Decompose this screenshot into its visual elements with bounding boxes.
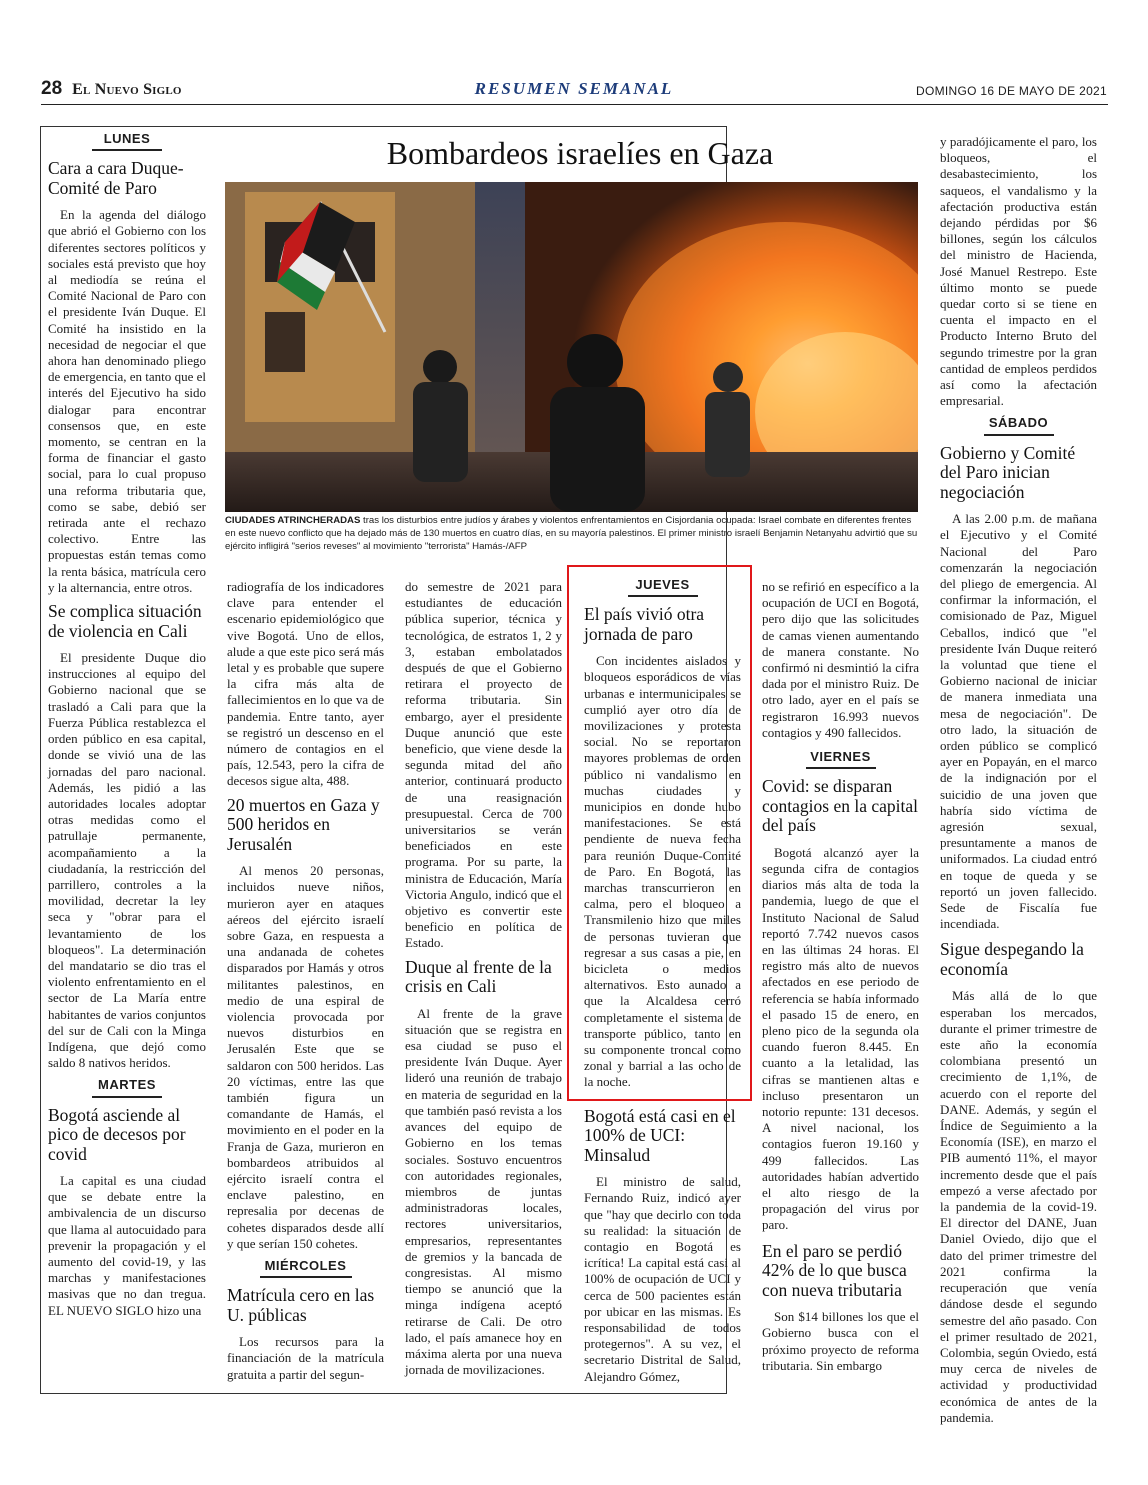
section-title: RESUMEN SEMANAL (474, 79, 674, 98)
article-body: Al frente de la grave situación que se registra en esa ciudad se puso el presidente Iván Duque. Ayer lideró una reunión de trabajo en materia de seguridad en la que también pasó revista a los avances del equipo de Gobierno en los temas sociales. Sostuvo encuentros con autoridades regionales, miembros de juntas administradoras locales, rectores universitarios, empresarios, representantes de gremios y la bancada de congresistas. Al mismo tiempo se anunció que la minga indígena aceptó retirarse de Cali. De otro lado, el país amanece hoy en máxima alerta por una nueva jornada de movilizaciones. (405, 1005, 562, 1378)
article-headline: Se complica situación de violencia en Cali (48, 601, 202, 641)
column-3 (405, 579, 562, 1378)
column-1 (48, 131, 206, 1319)
article-body: no se refirió en específico a la ocupación de UCI en Bogotá, pero dijo que las solicitudes de camas vienen aumentando de manera constante. No confirmó ni desmintió la cifra dada por el ministro Ruiz. De otro lado, ayer en el país se registraron 16.993 nuevos contagios y 490 fallecidos. (762, 579, 919, 740)
article-body: Al menos 20 personas, incluidos nueve niños, murieron ayer en ataques aéreos del ejército israelí sobre Gaza, en respuesta a una andanada de cohetes disparados por Hamás y otros militantes palestinos, en medio de una espiral de violencia provocada por nuevos disturbios en Jerusalén Este que se saldaron con 500 heridos. Las 20 víctimas, entre las que también figura un comandante de Hamás, el movimiento en el poder en la Franja de Gaza, murieron en bombardeos atribuidos al ejército israelí contra el enclave palestino, en represalia por decenas de cohetes disparados desde allí y que serían 150 cohetes. (227, 863, 384, 1251)
column-2 (227, 579, 384, 1383)
column-5 (762, 579, 919, 1374)
column-6 (940, 134, 1097, 1426)
article-headline: Bogotá está casi en el 100% de UCI: Minsalud (584, 1105, 736, 1165)
article-body: Más allá de lo que esperaban los mercados, durante el primer trimestre de este año la economía colombiana presentó un crecimiento de 1,1%, de acuerdo con el reporte del DANE. Además, y según el Índice de Seguimiento a la Economía (ISE), en marzo el PIB aumentó 11%, el mayor incremento desde que el país empezó a verse afectado por la pandemia de la covid-19. El director del DANE, Juan Daniel Oviedo, dijo que el dato del primer trimestre del 2021 confirma la recuperación que venía dándose desde el segundo semestre del año pasado. Con el primer resultado de 2021, Colombia, según Oviedo, está muy cerca de niveles de actividad y productividad económica de antes de la pandemia. (940, 988, 1097, 1425)
article-body: y paradójicamente el paro, los bloqueos, el desabastecimiento, los saqueos, el vandalismo y la afectación productiva están dejando pérdidas por $6 billones, según los cálculos del ministro de Hacienda, José Manuel Restrepo. Este último monto se puede quedar corto si se tiene en cuenta el impacto en el Producto Interno Bruto del segundo trimestre por la gran cantidad de empleos perdidos así como la afectación empresarial. (940, 134, 1097, 409)
feature-headline: Bombardeos israelíes en Gaza (386, 135, 774, 171)
header-rule (41, 104, 1108, 105)
page-number: 28 (41, 78, 63, 99)
day-label-sabado: SÁBADO (984, 415, 1054, 435)
article-headline: Matrícula cero en las U. públicas (227, 1285, 375, 1325)
article-headline: Sigue despegando la economía (940, 939, 1084, 979)
article-body: La capital es una ciudad que se debate entre la ambivalencia de un discurso que llama al autocuidado para prevenir la propagación y el aumento del covid-19, y las marchas y manifestaciones masivas que no dan tregua. EL NUEVO SIGLO hizo una (48, 1173, 206, 1318)
article-headline: Gobierno y Comité del Paro inician negociación (940, 442, 1076, 502)
article-body: A las 2.00 p.m. de mañana el Ejecutivo y el Comité Nacional del Paro comenzarán la negociación del pliego de emergencia. Al confirmar la información, el comisionado de Paz, Miguel Ceballos, indicó que "el presidente Iván Duque reiteró la voluntad que tiene el Gobierno nacional de iniciar de manera inmediata una mesa de negociación". De otro lado, la situación de orden público se complicó ayer en Popayán, en el marco de la indignación por el suicidio de una joven que habría sido víctima de agresión sexual, presuntamente a manos de uniformados. La ciudad entró en toque de queda y se reportó un joven fallecido. Sede de Fiscalía fue incendiada. (940, 511, 1097, 932)
caption-lead: CIUDADES ATRINCHERADAS (225, 515, 361, 526)
article-body: do semestre de 2021 para estudiantes de educación pública superior, técnica y tecnológica, de estratos 1, 2 y 3, estaban embolatados después de que el Gobierno retirara el proyecto de reforma tributaria. Sin embargo, ayer el presidente Duque anunció que este beneficio, que viene desde la segunda mitad del año anterior, continuará producto de una reasignación presupuestal. Cerca de 700 universitarios se verán beneficiados en este programa. Por su parte, la ministra de Educación, María Victoria Angulo, indicó que el objetivo es convertir este beneficio en política de Estado. (405, 579, 562, 951)
article-headline: Bogotá asciende al pico de decesos por covid (48, 1104, 186, 1164)
article-headline: Covid: se disparan contagios en la capital del país (762, 776, 918, 836)
photo-caption (225, 514, 918, 553)
issue-date: DOMINGO 16 DE MAYO DE 2021 (916, 84, 1107, 98)
article-headline: 20 muertos en Gaza y 500 heridos en Jerusalén (227, 794, 380, 854)
article-body: El ministro de salud, Fernando Ruiz, indicó ayer que "hay que decirlo con toda su realidad: la situación de contagio en Bogotá es icrítica! La capital está casi al 100% de ocupación de UCI y cerca de 500 pacientes están por ubicar en las mismas. Es responsabilidad de todos protegernos". A su vez, el secretario Distrital de Salud, Alejandro Gómez, (584, 1174, 741, 1384)
day-label-miercoles: MIÉRCOLES (260, 1258, 352, 1278)
day-label-martes: MARTES (92, 1077, 162, 1097)
caption-body: tras los disturbios entre judíos y árabes y violentos enfrentamientos en Cisjordania ocupada: Israel combate en diferentes frentes en este nuevo conflicto que ha dejado más de 130 muertos en cuatro días, en su mayoría palestinos. El primer ministro israelí Benjamin Netanyahu advirtió que su ejército infligirá "serios reveses" al movimiento "terrorista" Hamás-/AFP (225, 515, 918, 552)
article-body: Los recursos para la financiación de la matrícula gratuita a partir del segun- (227, 1334, 384, 1382)
feature-photo (225, 182, 918, 512)
article-body: Bogotá alcanzó ayer la segunda cifra de contagios diarios más alta de toda la pandemia, luego de que el Instituto Nacional de Salud reportó 7.742 nuevos casos en las últimas 24 horas. El registro más alto de nuevos afectados en ese periodo de referencia se había informado el pasado 15 de enero, en pleno pico de la segunda ola cuando fueron 8.445. En cuanto a la letalidad, las cifras se mantienen altas e incluso presentaron un notorio repunte: 131 decesos. A nivel nacional, los contagios fueron 19.160 y 499 fallecidos. Las autoridades habían advertido el alto riesgo de la propagación del virus por paro. (762, 844, 919, 1233)
column-4 (584, 577, 741, 1385)
protest-photo-illustration (225, 182, 918, 512)
day-label-viernes: VIERNES (806, 749, 876, 769)
article-headline: En el paro se perdió 42% de lo que busca con nueva tributaria (762, 1240, 907, 1300)
article-body: radiografía de los indicadores clave para entender el escenario epidemiológico que vive Bogotá. Uno de ellos, alude a que este pico será más letal y es probable que supere la cifra más alta de fallecimientos en lo que va de pandemia. Entre tanto, ayer se registró un descenso en el número de contagios en el país, 12.543, pero la cifra de decesos sigue alta, 488. (227, 579, 384, 789)
paper-name: El Nuevo Siglo (72, 81, 182, 98)
article-headline: Cara a cara Duque-Comité de Paro (48, 158, 184, 198)
day-label-jueves: JUEVES (628, 577, 698, 597)
article-body: En la agenda del diálogo que abrió el Gobierno con los diferentes sectores políticos y sociales está previsto que hoy al mediodía se reúna el Comité Nacional de Paro con el presidente Iván Duque. El Comité ha insistido en la necesidad de negociar el que ahora han denominado pliego de emergencia, en tanto que el interés del Ejecutivo ha sido dialogar para encontrar consensos que, en este momento, se centran en la forma de financiar el gasto social, para lo cual propuso una reforma tributaria que, como se sabe, debió ser retirada ante el rechazo colectivo. Entre las propuestas están temas como la renta básica, matrícula cero y la alternancia, entre otros. (48, 207, 206, 595)
day-label-lunes: LUNES (92, 131, 162, 151)
article-headline: El país vivió otra jornada de paro (584, 604, 705, 644)
article-body: El presidente Duque dio instrucciones al equipo del Gobierno nacional que se trasladó a Cali para que la Fuerza Pública restablezca el orden público en esa capital, donde se vivió una de las jornadas del paro nacional. Además, les pidió a las autoridades locales adoptar otras medidas como el patrullaje permanente, acompañamiento a la ciudadanía, la restricción del parrillero, controles a la movilidad, decretar la ley seca y "obrar para el levantamiento de los bloqueos". La determinación del mandatario se dio tras el violento enfrentamiento en el sector de La María entre habitantes de varios conjuntos del sur de Cali con la Minga Indígena, que dejó como saldo 8 nativos heridos. (48, 650, 206, 1071)
article-headline: Duque al frente de la crisis en Cali (405, 956, 552, 997)
article-body: Son $14 billones los que el Gobierno busca con el próximo proyecto de reforma tributaria. Sin embargo (762, 1309, 919, 1373)
article-body: Con incidentes aislados y bloqueos esporádicos de vías urbanas e intermunicipales se cumplió ayer otro día de movilizaciones y protesta social. No se reportaron mayores problemas de orden público ni vandalismo en muchas ciudades y municipios en donde hubo manifestaciones. Se está pendiente de nueva fecha para reunión Duque-Comité de Paro. En Bogotá, las marchas transcurrieron en calma, pero el bloqueo a Transmilenio hizo que miles de personas tuvieran que regresar a sus casas a pie, en bicicleta o medios alternativos. Esto aunado a que la Alcaldesa cerró completamente el sistema de transporte público, tanto en su componente troncal como zonal y barrial a las ocho de la noche. (584, 653, 741, 1090)
